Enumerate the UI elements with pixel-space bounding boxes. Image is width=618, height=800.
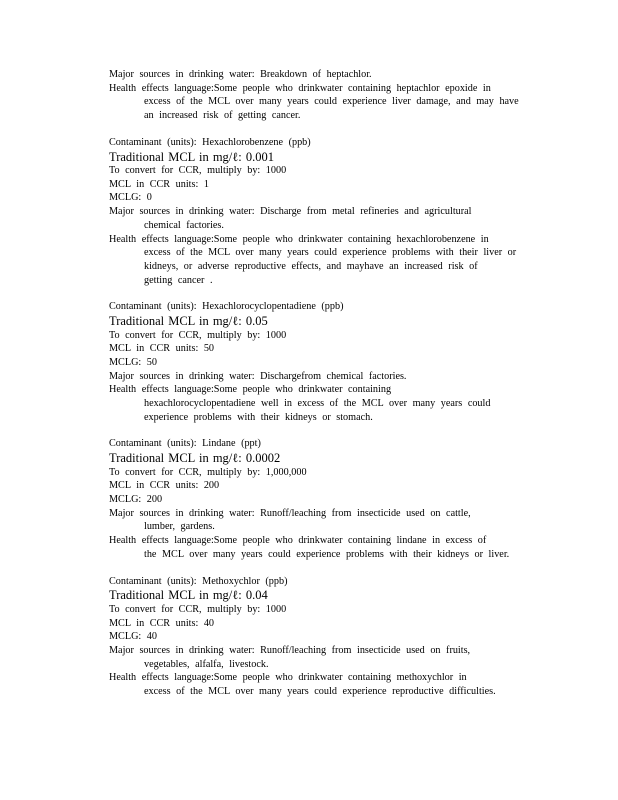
- mcl-ccr-line: MCL in CCR units: 40: [109, 617, 215, 629]
- health-cont: hexachlorocyclopentadiene well in excess of the MCL over many years could: [144, 398, 491, 410]
- mclg-line: MCLG: 0: [109, 192, 152, 204]
- health-label: Health effects language:: [109, 82, 214, 94]
- traditional-mcl: Traditional MCL in mg/ℓ: 0.001: [109, 149, 274, 164]
- sources-line: Major sources in drinking water: Dischargefrom chemical factories.: [109, 370, 407, 382]
- sources-cont: chemical factories.: [144, 219, 224, 231]
- convert-line: To convert for CCR, multiply by: 1000: [109, 329, 287, 341]
- traditional-mcl: Traditional MCL in mg/ℓ: 0.05: [109, 314, 268, 329]
- traditional-mcl: Traditional MCL in mg/ℓ: 0.0002: [109, 451, 281, 466]
- health-line: Health effects language:Some people who drinkwater containing hexachlorobenzene in: [109, 233, 489, 245]
- sources-line: Major sources in drinking water: Runoff/leaching from insecticide used on fruits,: [109, 644, 471, 656]
- health-cont: kidneys, or adverse reproductive effects, and mayhave an increased risk of: [144, 260, 478, 272]
- contaminant-block-methoxychlor: [109, 575, 549, 699]
- intro-block: [109, 68, 549, 123]
- health-cont: excess of the MCL over many years could experience reproductive difficulties.: [144, 686, 496, 698]
- contaminant-block-lindane: [109, 437, 549, 561]
- sources-cont: lumber, gardens.: [144, 521, 215, 533]
- health-line: Health effects language:Some people who drinkwater containing lindane in excess of: [109, 535, 487, 547]
- health-line: Health effects language:Some people who drinkwater containing: [109, 384, 392, 396]
- health-text: Some people who drinkwater containing heptachlor epoxide in: [213, 82, 491, 94]
- mclg-line: MCLG: 200: [109, 494, 163, 506]
- convert-line: To convert for CCR, multiply by: 1000: [109, 603, 287, 615]
- mcl-ccr-line: MCL in CCR units: 50: [109, 343, 215, 355]
- health-cont: experience problems with their kidneys or stomach.: [144, 411, 373, 423]
- convert-line: To convert for CCR, multiply by: 1,000,000: [109, 466, 307, 478]
- health-cont: an increased risk of getting cancer.: [144, 110, 301, 122]
- contaminant-title: Contaminant (units): Methoxychlor (ppb): [109, 575, 288, 587]
- sources-line: Major sources in drinking water: Breakdown of heptachlor.: [109, 69, 372, 80]
- mclg-line: MCLG: 40: [109, 631, 157, 643]
- mcl-ccr-line: MCL in CCR units: 200: [109, 480, 220, 492]
- health-cont: excess of the MCL over many years could experience problems with their liver or: [144, 247, 517, 259]
- contaminant-block-hexachlorobenzene: [109, 136, 549, 288]
- sources-line: Major sources in drinking water: Runoff/leaching from insecticide used on cattle,: [109, 507, 471, 519]
- mclg-line: MCLG: 50: [109, 356, 157, 368]
- health-cont: excess of the MCL over many years could experience liver damage, and may have: [144, 96, 519, 108]
- contaminant-block-hexachlorocyclopentadiene: [109, 300, 549, 424]
- health-cont: getting cancer .: [144, 274, 213, 286]
- document-page: [109, 68, 549, 699]
- traditional-mcl: Traditional MCL in mg/ℓ: 0.04: [109, 588, 268, 603]
- sources-line: Major sources in drinking water: Discharge from metal refineries and agricultural: [109, 206, 472, 218]
- sources-cont: vegetables, alfalfa, livestock.: [144, 658, 269, 670]
- contaminant-title: Contaminant (units): Hexachlorobenzene (ppb): [109, 136, 311, 148]
- contaminant-title: Contaminant (units): Lindane (ppt): [109, 438, 261, 450]
- health-line: [109, 82, 549, 96]
- contaminant-title: Contaminant (units): Hexachlorocyclopentadiene (ppb): [109, 301, 344, 313]
- health-cont: the MCL over many years could experience problems with their kidneys or liver.: [144, 548, 510, 560]
- convert-line: To convert for CCR, multiply by: 1000: [109, 165, 287, 177]
- health-line: Health effects language:Some people who drinkwater containing methoxychlor in: [109, 672, 467, 684]
- mcl-ccr-line: MCL in CCR units: 1: [109, 178, 209, 190]
